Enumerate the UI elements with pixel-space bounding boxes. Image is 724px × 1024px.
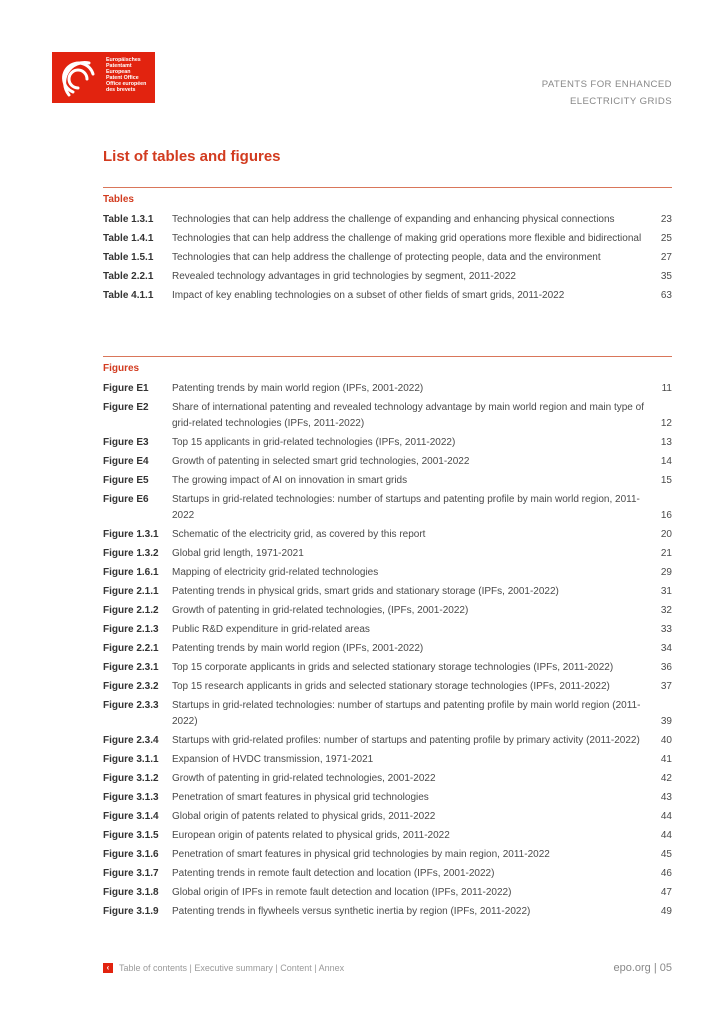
entry-page-number: 43: [660, 792, 672, 803]
list-entry[interactable]: [103, 733, 672, 749]
entry-title: Patenting trends by main world region (IPFs, 2001-2022): [172, 643, 424, 654]
entry-page-number: 39: [660, 716, 672, 727]
list-entry[interactable]: [103, 752, 672, 768]
tables-list: [103, 212, 672, 304]
entry-label: Figure 2.3.4: [103, 735, 159, 746]
running-header: [542, 76, 672, 110]
entry-page-number: 14: [660, 456, 672, 467]
entry-page-number: 47: [660, 887, 672, 898]
list-entry[interactable]: [103, 679, 672, 695]
list-entry[interactable]: [103, 904, 672, 920]
entry-label: Figure 2.3.3: [103, 700, 159, 711]
entry-page-number: 13: [660, 437, 672, 448]
entry-title: Mapping of electricity grid-related technologies: [172, 567, 379, 578]
list-entry[interactable]: [103, 269, 672, 285]
list-entry[interactable]: [103, 435, 672, 451]
entry-title: Public R&D expenditure in grid-related areas: [172, 624, 370, 635]
list-entry[interactable]: [103, 866, 672, 882]
entry-title: Schematic of the electricity grid, as covered by this report: [172, 529, 426, 540]
list-entry[interactable]: [103, 288, 672, 304]
entry-page-number: 23: [660, 214, 672, 225]
epo-emblem-icon: [58, 57, 102, 99]
entry-label: Figure 3.1.1: [103, 754, 159, 765]
entry-label: Figure 3.1.4: [103, 811, 159, 822]
entry-label: Figure 3.1.9: [103, 906, 159, 917]
entry-title: Startups with grid-related profiles: number of startups and patenting profile by primary activity (2011-2022): [172, 735, 640, 746]
entry-label: Figure 1.3.2: [103, 548, 159, 559]
entry-title: Growth of patenting in grid-related technologies, 2001-2022: [172, 773, 436, 784]
header-line-2: ELECTRICITY GRIDS: [569, 96, 672, 107]
entry-label: Table 1.3.1: [103, 214, 154, 225]
entry-title: Top 15 corporate applicants in grids and selected stationary storage technologies (IPFs, 2011-2022): [172, 662, 614, 673]
list-entry[interactable]: [103, 381, 672, 397]
list-entry[interactable]: [103, 790, 672, 806]
list-entry[interactable]: [103, 492, 672, 524]
logo-line: Europäisches: [106, 57, 141, 63]
entry-title: The growing impact of AI on innovation in smart grids: [172, 475, 408, 486]
entry-page-number: 44: [660, 811, 672, 822]
entry-page-number: 41: [660, 754, 672, 765]
entry-label: Figure E6: [103, 494, 149, 505]
page-title: List of tables and figures: [103, 148, 281, 165]
entry-label: Figure E3: [103, 437, 149, 448]
list-entry[interactable]: [103, 660, 672, 676]
list-entry[interactable]: [103, 400, 672, 432]
entry-title: Startups in grid-related technologies: number of startups and patenting profile by main world region (2011-2022): [172, 700, 641, 727]
entry-label: Figure 3.1.6: [103, 849, 159, 860]
entry-page-number: 16: [660, 510, 672, 521]
entry-title: Patenting trends in flywheels versus synthetic inertia by region (IPFs, 2011-2022): [172, 906, 531, 917]
entry-label: Figure 3.1.7: [103, 868, 159, 879]
entry-title: Growth of patenting in selected smart grid technologies, 2001-2022: [172, 456, 470, 467]
entry-page-number: 49: [660, 906, 672, 917]
entry-page-number: 27: [660, 252, 672, 263]
logo-line: Office européen: [106, 81, 147, 88]
entry-page-number: 36: [660, 662, 672, 673]
list-entry[interactable]: [103, 565, 672, 581]
list-entry[interactable]: [103, 212, 672, 228]
list-entry[interactable]: [103, 231, 672, 247]
list-entry[interactable]: [103, 828, 672, 844]
entry-page-number: 25: [660, 233, 672, 244]
entry-title: Startups in grid-related technologies: number of startups and patenting profile by main world region, 2011-2022: [172, 494, 640, 521]
entry-label: Figure E4: [103, 456, 149, 467]
epo-logo: [52, 52, 155, 103]
entry-label: Figure E2: [103, 402, 149, 413]
entry-title: Impact of key enabling technologies on a subset of other fields of smart grids, 2011-2022: [172, 290, 565, 301]
list-entry[interactable]: [103, 698, 672, 730]
entry-page-number: 21: [660, 548, 672, 559]
entry-label: Figure 2.3.2: [103, 681, 159, 692]
entry-title: Share of international patenting and revealed technology advantage by main world region and main type of grid-related technologies (IPFs, 2011-2022): [172, 402, 644, 429]
figures-list: [103, 381, 672, 920]
entry-page-number: 45: [660, 849, 672, 860]
entry-page-number: 40: [660, 735, 672, 746]
footer-page-number: epo.org | 05: [613, 962, 672, 974]
entry-title: Penetration of smart features in physical grid technologies by main region, 2011-2022: [172, 849, 550, 860]
entry-label: Figure 1.3.1: [103, 529, 159, 540]
entry-label: Figure 2.1.1: [103, 586, 159, 597]
list-entry[interactable]: [103, 809, 672, 825]
entry-title: Top 15 applicants in grid-related technologies (IPFs, 2011-2022): [172, 437, 456, 448]
list-entry[interactable]: [103, 603, 672, 619]
entry-label: Table 1.5.1: [103, 252, 154, 263]
footer: [103, 962, 672, 974]
header-line-1: PATENTS FOR ENHANCED: [541, 79, 672, 90]
entry-page-number: 34: [660, 643, 672, 654]
entry-label: Figure 3.1.3: [103, 792, 159, 803]
entry-label: Figure 3.1.8: [103, 887, 159, 898]
entry-title: Technologies that can help address the challenge of protecting people, data and the environment: [172, 252, 601, 263]
entry-page-number: 33: [660, 624, 672, 635]
entry-title: Technologies that can help address the challenge of making grid operations more flexible and bidirectional: [172, 233, 642, 244]
entry-label: Table 2.2.1: [103, 271, 154, 282]
back-arrow-icon[interactable]: ‹: [103, 963, 113, 973]
entry-page-number: 20: [660, 529, 672, 540]
entry-label: Figure 3.1.2: [103, 773, 159, 784]
list-entry[interactable]: [103, 454, 672, 470]
entry-title: European origin of patents related to physical grids, 2011-2022: [172, 830, 450, 841]
logo-wordmark: [106, 57, 146, 94]
list-entry[interactable]: [103, 622, 672, 638]
entry-label: Figure E5: [103, 475, 149, 486]
list-entry[interactable]: [103, 584, 672, 600]
entry-label: Figure 2.2.1: [103, 643, 159, 654]
entry-label: Table 4.1.1: [103, 290, 154, 301]
footer-nav-links[interactable]: Table of contents | Executive summary | Content | Annex: [119, 963, 345, 973]
entry-title: Technologies that can help address the challenge of expanding and enhancing physical connections: [172, 214, 615, 225]
entry-title: Expansion of HVDC transmission, 1971-2021: [172, 754, 374, 765]
entry-page-number: 29: [660, 567, 672, 578]
entry-label: Figure 3.1.5: [103, 830, 159, 841]
entry-label: Table 1.4.1: [103, 233, 154, 244]
list-entry[interactable]: [103, 847, 672, 863]
logo-line: European: [106, 69, 131, 76]
entry-page-number: 44: [660, 830, 672, 841]
list-entry[interactable]: [103, 473, 672, 489]
figures-section: [103, 356, 672, 923]
list-entry[interactable]: [103, 250, 672, 266]
logo-line: Patent Office: [106, 75, 139, 82]
entry-page-number: 32: [660, 605, 672, 616]
entry-title: Penetration of smart features in physical grid technologies: [172, 792, 429, 803]
entry-label: Figure E1: [103, 383, 149, 394]
entry-page-number: 37: [660, 681, 672, 692]
entry-title: Revealed technology advantages in grid technologies by segment, 2011-2022: [172, 271, 516, 282]
entry-label: Figure 2.3.1: [103, 662, 159, 673]
entry-page-number: 12: [660, 418, 672, 429]
list-entry[interactable]: [103, 641, 672, 657]
list-entry[interactable]: [103, 885, 672, 901]
entry-page-number: 15: [660, 475, 672, 486]
entry-label: Figure 2.1.2: [103, 605, 159, 616]
entry-page-number: 35: [660, 271, 672, 282]
entry-page-number: 42: [660, 773, 672, 784]
entry-title: Global origin of patents related to physical grids, 2011-2022: [172, 811, 436, 822]
entry-title: Growth of patenting in grid-related technologies, (IPFs, 2001-2022): [172, 605, 469, 616]
entry-title: Top 15 research applicants in grids and selected stationary storage technologies (IPFs, 2011-2022): [172, 681, 610, 692]
entry-page-number: 31: [660, 586, 672, 597]
list-entry[interactable]: [103, 771, 672, 787]
entry-page-number: 11: [661, 383, 672, 394]
list-entry[interactable]: [103, 527, 672, 543]
entry-title: Patenting trends in physical grids, smart grids and stationary storage (IPFs, 2001-2022): [172, 586, 559, 597]
logo-line: Patentamt: [106, 63, 132, 70]
entry-title: Global grid length, 1971-2021: [172, 548, 304, 559]
tables-heading: Tables: [103, 194, 134, 205]
entry-title: Global origin of IPFs in remote fault detection and location (IPFs, 2011-2022): [172, 887, 512, 898]
list-entry[interactable]: [103, 546, 672, 562]
tables-section: [103, 187, 672, 307]
footer-nav: [103, 963, 344, 973]
entry-label: Figure 2.1.3: [103, 624, 159, 635]
figures-heading: Figures: [103, 363, 140, 374]
logo-line: des brevets: [106, 87, 136, 94]
entry-label: Figure 1.6.1: [103, 567, 159, 578]
entry-page-number: 63: [660, 290, 672, 301]
entry-title: Patenting trends by main world region (IPFs, 2001-2022): [172, 383, 424, 394]
entry-title: Patenting trends in remote fault detection and location (IPFs, 2001-2022): [172, 868, 495, 879]
entry-page-number: 46: [660, 868, 672, 879]
